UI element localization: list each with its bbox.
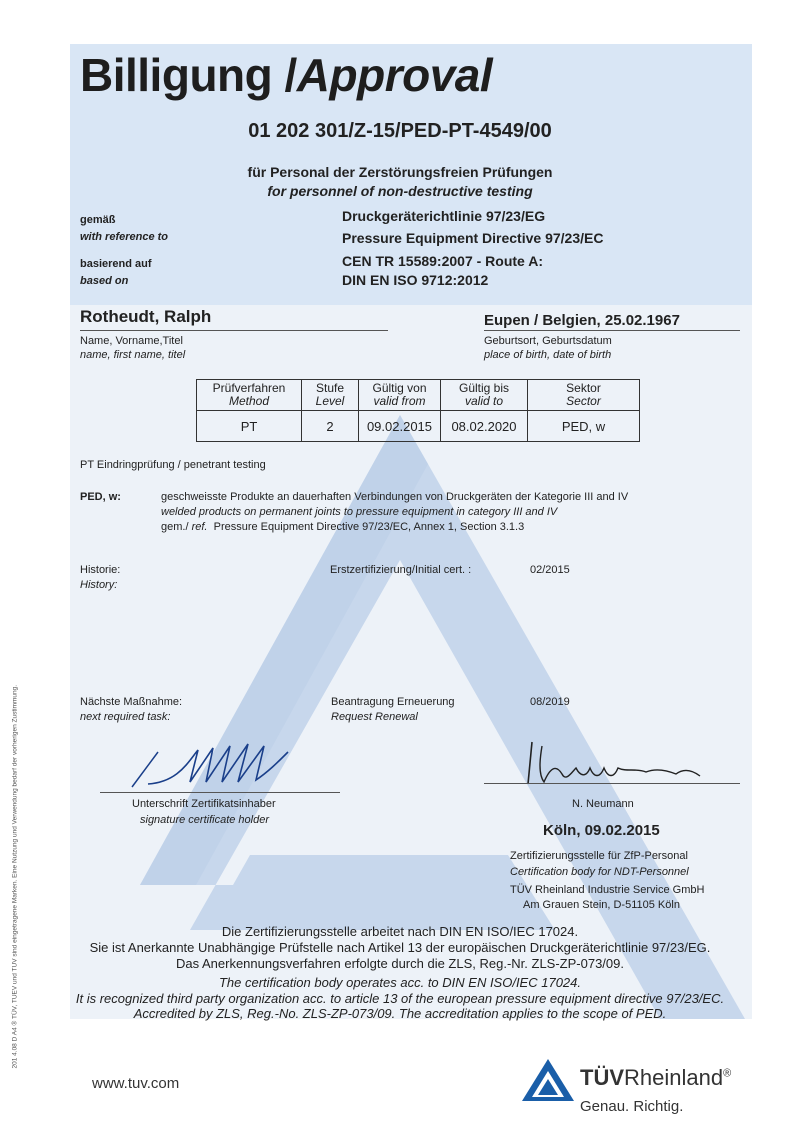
next-task-label-de: Nächste Maßnahme: (80, 696, 183, 708)
sector-label: PED, w: (80, 491, 121, 503)
basis-label-en: based on (80, 275, 129, 287)
cert-company: TÜV Rheinland Industrie Service GmbH (510, 884, 705, 896)
method-description: PT Eindringprüfung / penetrant testing (80, 459, 266, 471)
basis-value-2: DIN EN ISO 9712:2012 (342, 272, 489, 288)
cell-level: 2 (302, 411, 359, 442)
issue-place-date: Köln, 09.02.2015 (543, 822, 660, 839)
accreditation-de-2: Sie ist Anerkannte Unabhängige Prüfstelle nach Artikel 13 der europäischen Druckgeräterichtlinie 97/23/EG. (89, 940, 711, 955)
header-level: Stufe Level (302, 380, 359, 411)
header-valid-to: Gültig bis valid to (441, 380, 528, 411)
reference-value-en: Pressure Equipment Directive 97/23/EC (342, 230, 604, 246)
subtitle-de: für Personal der Zerstörungsfreien Prüfungen (247, 164, 553, 180)
accreditation-en-1: The certification body operates acc. to DIN EN ISO/IEC 17024. (218, 975, 581, 990)
table-row (197, 411, 640, 442)
certification-table (196, 379, 640, 442)
next-task-date: 08/2019 (530, 696, 570, 708)
header-sector: Sektor Sector (528, 380, 640, 411)
accreditation-de-3: Das Anerkennungsverfahren erfolgte durch die ZLS, Reg.-Nr. ZLS-ZP-073/09. (175, 956, 624, 971)
side-legal-note: 201 4.08 D A4 ® TÜV, TUEV und TUV sind eingetragene Marken. Eine Nutzung und Verwendung bedarf der vorherigen Zustimmung. (11, 684, 19, 1069)
cell-valid-to: 08.02.2020 (441, 411, 528, 442)
holder-birth: Eupen / Belgien, 25.02.1967 (484, 312, 680, 329)
subtitle-en: for personnel of non-destructive testing (267, 183, 533, 199)
holder-signature-label-de: Unterschrift Zertifikatsinhaber (132, 798, 276, 810)
accreditation-de-1: Die Zertifizierungsstelle arbeitet nach DIN EN ISO/IEC 17024. (221, 924, 579, 939)
basis-label-de: basierend auf (80, 258, 152, 270)
reference-label-en: with reference to (80, 231, 169, 243)
issuer-signature-line (484, 783, 740, 784)
sector-reference: gem./ ref. Pressure Equipment Directive 97/23/EC, Annex 1, Section 3.1.3 (161, 521, 525, 533)
cell-sector: PED, w (528, 411, 640, 442)
table-header-row (197, 380, 640, 411)
document-title: Billigung /Approval (80, 49, 493, 101)
website-link[interactable]: www.tuv.com (92, 1075, 180, 1092)
accreditation-en-3: Accredited by ZLS, Reg.-No. ZLS-ZP-073/09. The accreditation applies to the scope of PED. (133, 1006, 667, 1021)
cert-body-en: Certification body for NDT-Personnel (510, 866, 689, 878)
name-label-de: Name, Vorname,Titel (80, 335, 183, 347)
tuv-brand: TÜVRheinland® (580, 1065, 732, 1090)
name-rule (80, 330, 388, 331)
birth-rule (484, 330, 740, 331)
accreditation-en-2: It is recognized third party organization acc. to article 13 of the european pressure equipment directive 97/23/EC. (75, 991, 725, 1006)
next-task-en: Request Renewal (331, 711, 418, 723)
basis-value-1: CEN TR 15589:2007 - Route A: (342, 253, 543, 269)
header-method: Prüfverfahren Method (197, 380, 302, 411)
holder-name: Rotheudt, Ralph (80, 307, 212, 326)
sector-line-de: geschweisste Produkte an dauerhaften Verbindungen von Druckgeräten der Kategorie III and IV (161, 491, 629, 503)
next-task-de: Beantragung Erneuerung (331, 696, 455, 708)
holder-signature-line (100, 792, 340, 793)
name-label-en: name, first name, titel (80, 349, 186, 361)
cell-method: PT (197, 411, 302, 442)
cell-valid-from: 09.02.2015 (359, 411, 441, 442)
certificate-number: 01 202 301/Z-15/PED-PT-4549/00 (248, 120, 552, 142)
sector-line-en: welded products on permanent joints to pressure equipment in category III and IV (161, 506, 558, 518)
tuv-slogan: Genau. Richtig. (580, 1098, 684, 1115)
initial-cert-label: Erstzertifizierung/Initial cert. : (330, 564, 472, 576)
holder-signature (118, 742, 298, 794)
issuer-name: N. Neumann (572, 798, 634, 810)
reference-label-de: gemäß (80, 214, 116, 226)
history-label-en: History: (80, 579, 118, 591)
next-task-label-en: next required task: (80, 711, 171, 723)
reference-value-de: Druckgeräterichtlinie 97/23/EG (342, 208, 546, 224)
tuv-logo-icon (520, 1057, 576, 1103)
cert-address: Am Grauen Stein, D-51105 Köln (523, 899, 680, 911)
birth-label-en: place of birth, date of birth (484, 349, 612, 361)
cert-body-de: Zertifizierungsstelle für ZfP-Personal (510, 850, 688, 862)
history-label-de: Historie: (80, 564, 121, 576)
initial-cert-value: 02/2015 (530, 564, 570, 576)
header-valid-from: Gültig von valid from (359, 380, 441, 411)
birth-label-de: Geburtsort, Geburtsdatum (484, 335, 612, 347)
holder-signature-label-en: signature certificate holder (140, 814, 270, 826)
